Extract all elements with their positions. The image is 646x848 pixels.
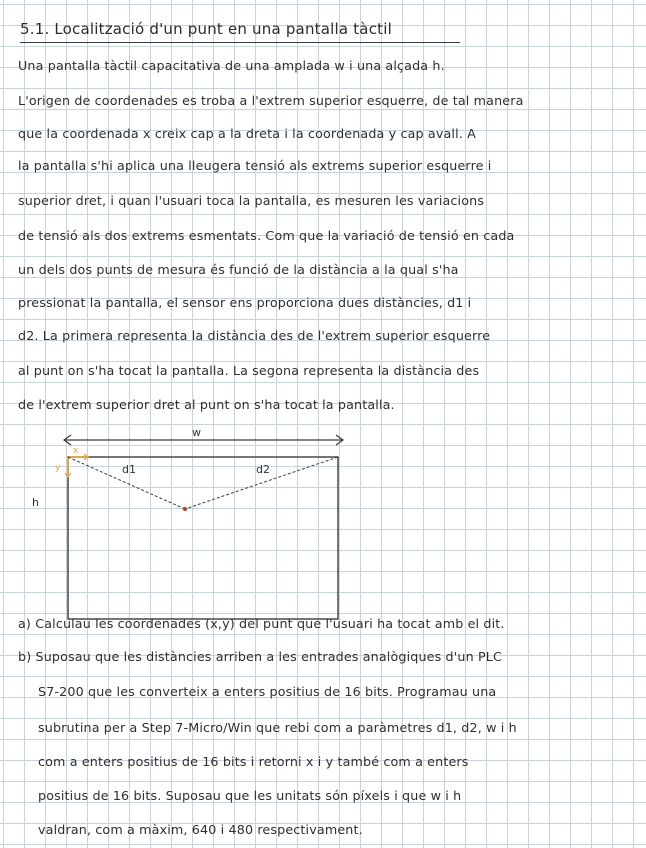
intro-line: pressionat la pantalla, el sensor ens proporciona dues distàncies, d1 i	[18, 295, 472, 310]
intro-line: superior dret, i quan l'usuari toca la pantalla, es mesuren les variacions	[18, 193, 485, 208]
question-b-line: com a enters positius de 16 bits i retorni x i y també com a enters	[38, 754, 469, 769]
touch-point	[183, 507, 187, 511]
y-axis-label: y	[55, 463, 61, 473]
exercise-title: 5.1. Localització d'un punt en una pantalla tàctil	[20, 20, 392, 38]
question-a: a) Calculau les coordenades (x,y) del punt que l'usuari ha tocat amb el dit.	[18, 616, 505, 631]
intro-line: la pantalla s'hi aplica una lleugera tensió als extrems superior esquerre i	[18, 158, 492, 173]
screen-rectangle	[68, 457, 338, 619]
x-axis-label: x	[73, 446, 79, 456]
d2-label: d2	[256, 463, 270, 476]
question-b-line: b) Suposau que les distàncies arriben a les entrades analògiques d'un PLC	[18, 649, 502, 664]
question-b-line: subrutina per a Step 7-Micro/Win que rebi com a paràmetres d1, d2, w i h	[38, 720, 517, 735]
d1-label: d1	[122, 463, 136, 476]
height-label: h	[32, 496, 39, 509]
question-b-line: S7-200 que les converteix a enters positius de 16 bits. Programau una	[38, 684, 497, 699]
intro-line: que la coordenada x creix cap a la dreta i la coordenada y cap avall. A	[18, 126, 476, 141]
intro-line: de tensió als dos extrems esmentats. Com que la variació de tensió en cada	[18, 228, 515, 243]
intro-line: un dels dos punts de mesura és funció de la distància a la qual s'ha	[18, 262, 459, 277]
touchscreen-diagram	[20, 420, 350, 620]
intro-line: Una pantalla tàctil capacitativa de una amplada w i una alçada h.	[18, 58, 445, 73]
touchscreen-diagram-svg	[20, 420, 350, 620]
question-b-line: valdran, com a màxim, 640 i 480 respectivament.	[38, 822, 363, 837]
intro-line: L'origen de coordenades es troba a l'extrem superior esquerre, de tal manera	[18, 93, 524, 108]
intro-line: al punt on s'ha tocat la pantalla. La segona representa la distància des	[18, 363, 480, 378]
title-underline	[20, 42, 460, 43]
intro-line: de l'extrem superior dret al punt on s'ha tocat la pantalla.	[18, 397, 395, 412]
width-label: w	[192, 426, 201, 439]
question-b-line: positius de 16 bits. Suposau que les unitats són píxels i que w i h	[38, 788, 462, 803]
intro-line: d2. La primera representa la distància des de l'extrem superior esquerre	[18, 328, 491, 343]
